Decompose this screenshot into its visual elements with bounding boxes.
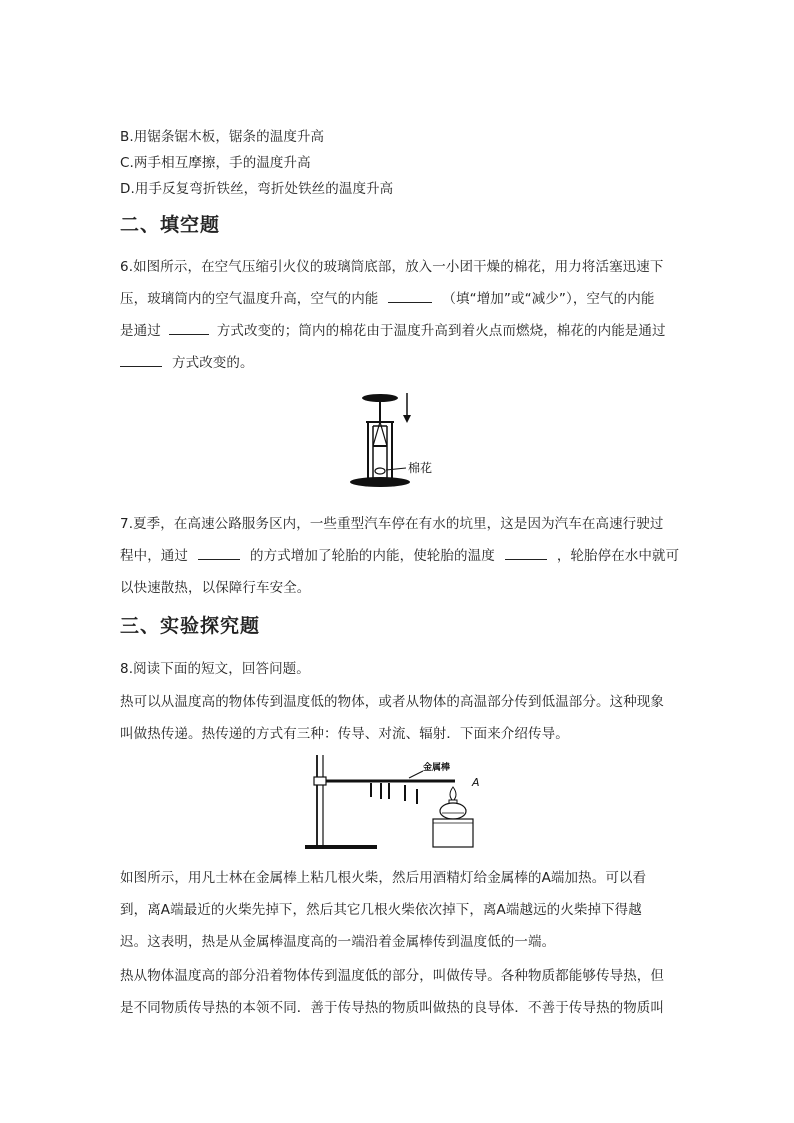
cotton-label: 棉花	[408, 461, 433, 475]
q7-blank-1[interactable]	[198, 547, 240, 560]
matches	[371, 783, 417, 804]
q8-para-1-line-1: 热可以从温度高的物体传到温度低的物体，或者从物体的高温部分传到低温部分。这种现象	[120, 694, 664, 710]
q8-para-2-line-2: 到，离A端最近的火柴先掉下，然后其它几根火柴依次掉下，离A端越远的火柴掉下得越	[120, 902, 642, 918]
q8-line-1: 8.阅读下面的短文，回答问题。	[120, 661, 310, 677]
q6-line-1: 6.如图所示，在空气压缩引火仪的玻璃筒底部，放入一小团干燥的棉花，用力将活塞迅速下	[120, 259, 664, 275]
alcohol-lamp	[440, 787, 466, 819]
apparatus-base	[350, 477, 410, 487]
end-a-label: A	[472, 776, 480, 789]
q6-blank-3[interactable]	[120, 354, 162, 367]
piston-handle	[362, 394, 398, 402]
option-d: D.用手反复弯折铁丝，弯折处铁丝的温度升高	[120, 181, 394, 197]
q8-para-2-line-3: 迟。这表明，热是从金属棒温度高的一端沿着金属棒传到温度低的一端。	[120, 934, 556, 950]
section-fill-in-title: 二、填空题	[120, 214, 221, 236]
q8-para-3-line-2: 是不同物质传导热的本领不同．善于传导热的物质叫做热的良导体．不善于传导热的物质叫	[120, 1000, 664, 1016]
q7-line-3: 以快速散热，以保障行车安全。	[120, 580, 311, 596]
q6-line-2: 压，玻璃筒内的空气温度升高，空气的内能 （填“增加”或“减少”），空气的内能	[120, 291, 655, 307]
section-experiment-title: 三、实验探究题	[120, 615, 261, 637]
q8-para-1-line-2: 叫做热传递。热传递的方式有三种：传导、对流、辐射．下面来介绍传导。	[120, 726, 569, 742]
fire-piston-figure	[330, 390, 460, 495]
q7-line-2: 程中，通过 的方式增加了轮胎的内能，使轮胎的温度 ，轮胎停在水中就可	[120, 548, 680, 564]
heat-conduction-figure	[305, 753, 495, 853]
q8-para-3-line-1: 热从物体温度高的部分沿着物体传到温度低的部分，叫做传导。各种物质都能够传导热，但	[120, 968, 664, 984]
q8-para-2-line-1: 如图所示，用凡士林在金属棒上粘几根火柴，然后用酒精灯给金属棒的A端加热。可以看	[120, 870, 647, 886]
option-c: C.两手相互摩擦，手的温度升高	[120, 155, 311, 171]
q6-line-4: 方式改变的。	[120, 351, 254, 371]
option-b: B.用锯条锯木板，锯条的温度升高	[120, 129, 325, 145]
metal-rod-label: 金属棒	[423, 763, 451, 773]
q6-line-3: 是通过 方式改变的；筒内的棉花由于温度升高到着火点而燃烧，棉花的内能是通过	[120, 323, 666, 339]
q7-blank-2[interactable]	[505, 547, 547, 560]
q6-blank-2[interactable]	[169, 322, 209, 335]
q7-line-1: 7.夏季，在高速公路服务区内，一些重型汽车停在有水的坑里，这是因为汽车在高速行驶过	[120, 516, 664, 532]
cotton-ball	[375, 468, 385, 474]
q6-blank-1[interactable]	[388, 290, 432, 303]
clamp	[314, 777, 326, 785]
stand-base	[305, 845, 377, 849]
